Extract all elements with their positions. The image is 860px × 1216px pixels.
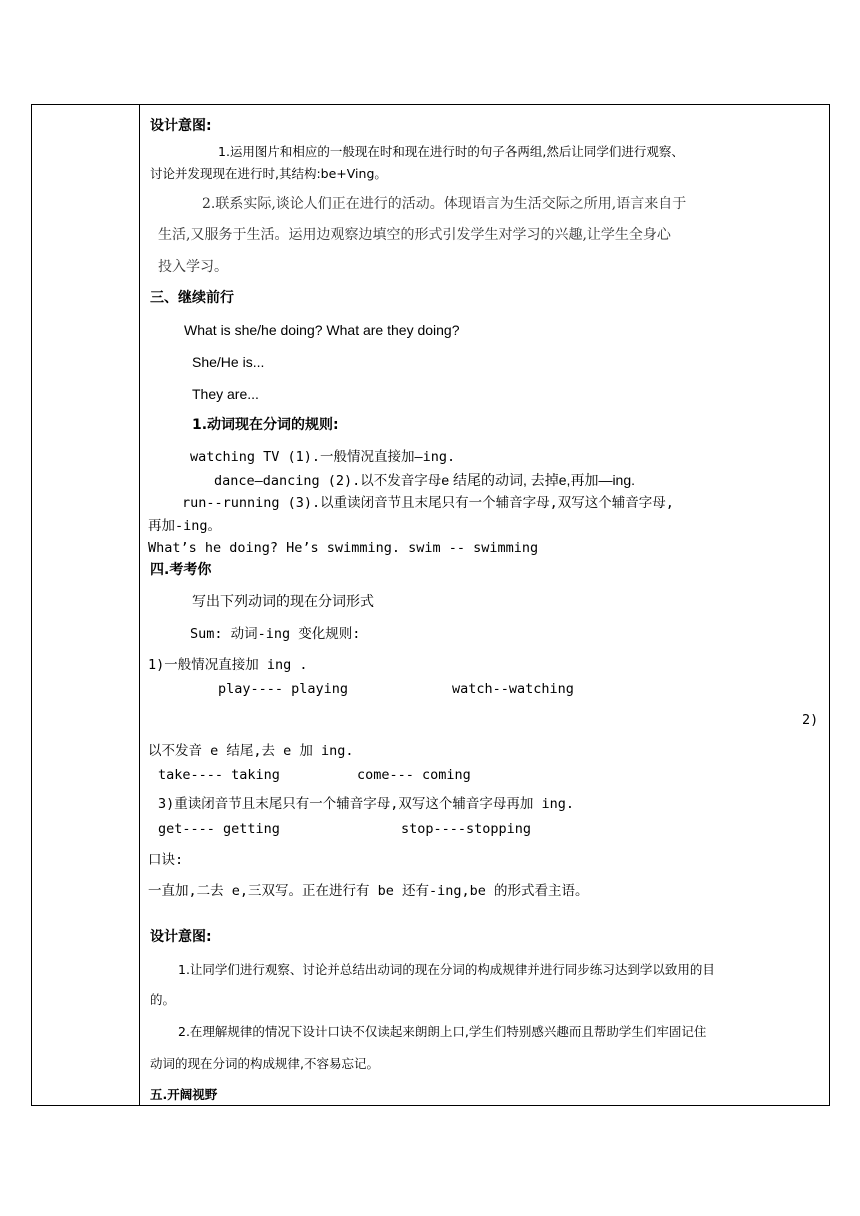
design-intent-2-p2-line2: 动词的现在分词的构成规律,不容易忘记。 bbox=[150, 1056, 379, 1071]
sum-line: Sum: 动词-ing 变化规则: bbox=[190, 626, 361, 642]
design-intent-p1-line1: 1.运用图片和相应的一般现在时和现在进行时的句子各两组,然后让同学们进行观察、 bbox=[218, 144, 684, 159]
rule-2-example: dance—dancing (2).以不发音字母 bbox=[214, 473, 442, 489]
section-5-heading: 五.开阔视野 bbox=[150, 1087, 218, 1102]
design-intent-2-heading: 设计意图: bbox=[150, 929, 212, 945]
design-intent-p2-line3: 投入学习。 bbox=[158, 259, 228, 275]
rule-b-number: 2) bbox=[802, 712, 819, 728]
answer-they: They are... bbox=[192, 386, 259, 402]
design-intent-p2-line2: 生活,又服务于生活。运用边观察边填空的形式引发学生对学习的兴趣,让学生全身心 bbox=[158, 227, 671, 243]
left-column-cell bbox=[32, 105, 140, 1105]
content-cell bbox=[148, 105, 828, 1105]
question-line: What is she/he doing? What are they doing? bbox=[184, 322, 460, 338]
design-intent-2-p1-line2: 的。 bbox=[150, 992, 176, 1007]
design-intent-2-p1-line1: 1.让同学们进行观察、讨论并总结出动词的现在分词的构成规律并进行同步练习达到学以致用的目 bbox=[178, 962, 715, 977]
section-4-heading: 四.考考你 bbox=[150, 562, 212, 578]
swimming-example: What’s he doing? He’s swimming. swim -- swimming bbox=[148, 540, 539, 556]
rule-3-line2: 再加-ing。 bbox=[148, 518, 222, 534]
design-intent-heading: 设计意图: bbox=[150, 118, 212, 134]
rule-a-example-1: play---- playing bbox=[218, 681, 349, 697]
lesson-plan-table bbox=[31, 104, 830, 1106]
rule-3-line1: run--running (3).以重读闭音节且末尾只有一个辅音字母,双写这个辅音字母, bbox=[182, 495, 674, 511]
rule-c: 3)重读闭音节且末尾只有一个辅音字母,双写这个辅音字母再加 ing. bbox=[158, 796, 575, 812]
rule-b: 以不发音 e 结尾,去 e 加 ing. bbox=[148, 743, 354, 759]
rule-c-example-1: get---- getting bbox=[158, 821, 280, 837]
rule-b-example-2: come--- coming bbox=[357, 767, 471, 783]
rule-c-example-2: stop----stopping bbox=[401, 821, 532, 837]
mnemonic-label: 口诀: bbox=[148, 852, 184, 868]
design-intent-p1-line2: 讨论并发现现在进行时,其结构:be+Ving。 bbox=[150, 166, 387, 181]
rule-b-example-1: take---- taking bbox=[158, 767, 280, 783]
section-3-heading: 三、继续前行 bbox=[150, 290, 234, 306]
mnemonic-text: 一直加,二去 e,三双写。正在进行有 be 还有-ing,be 的形式看主语。 bbox=[148, 883, 589, 899]
design-intent-2-p2-line1: 2.在理解规律的情况下设计口诀不仅读起来朗朗上口,学生们特别感兴趣而且帮助学生们牢固记住 bbox=[178, 1024, 707, 1039]
rule-a: 1)一般情况直接加 ing . bbox=[148, 657, 308, 673]
answer-she-he: She/He is... bbox=[192, 354, 265, 370]
section-4-instruction: 写出下列动词的现在分词形式 bbox=[192, 594, 374, 610]
rule-1: watching TV (1).一般情况直接加—ing. bbox=[190, 449, 456, 465]
rule-a-example-2: watch--watching bbox=[452, 681, 574, 697]
rule-2 bbox=[214, 471, 635, 490]
design-intent-p2-line1: 2.联系实际,谈论人们正在进行的活动。体现语言为生活交际之所用,语言来自于 bbox=[202, 196, 687, 212]
rule-title: 1.动词现在分词的规则: bbox=[192, 417, 339, 433]
rule-2-rest: e 结尾的动词, 去掉e,再加—ing. bbox=[441, 472, 636, 488]
